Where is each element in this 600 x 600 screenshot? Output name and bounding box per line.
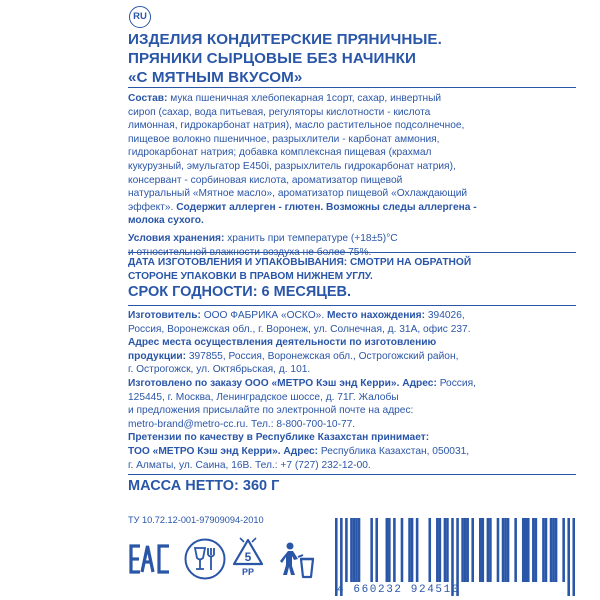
barcode-bar — [345, 518, 348, 582]
producer-text: ООО ФАБРИКА «ОСКО». — [200, 310, 327, 321]
producer-text: г. Алматы, ул. Саина, 16В. Тел.: +7 (727) 232-12-00. — [128, 459, 371, 471]
barcode-bar — [524, 518, 527, 582]
barcode-bar — [411, 518, 414, 582]
barcode-bar — [514, 518, 517, 582]
eac-mark-icon — [128, 543, 172, 575]
composition-text: натуральный «Мятное масло», ароматизатор пищевой «Охлаждающий — [128, 188, 468, 200]
allergen-warning: Содержит аллерген - глютен. Возможны следы аллергена - — [176, 201, 477, 213]
barcode-bar — [471, 518, 474, 582]
recycle-5-icon — [231, 537, 265, 577]
barcode-bar — [461, 518, 464, 582]
barcode-bar — [502, 518, 505, 582]
composition-label: Состав: — [128, 93, 168, 104]
kz-company-label: ТОО «МЕТРО Кэш энд Керри». Адрес: — [128, 445, 319, 457]
producer-text: Республика Казахстан, 050031, — [318, 445, 470, 457]
tidyman-icon — [279, 541, 315, 581]
manufacture-date-line: ДАТА ИЗГОТОВЛЕНИЯ И УПАКОВЫВАНИЯ: СМОТРИ НА ОБРАТНОЙ — [128, 257, 472, 268]
barcode-bar — [504, 518, 507, 582]
recycle-code: PP — [241, 567, 255, 577]
barcode-bar — [408, 518, 411, 582]
production-address-label: Адрес места осуществления деятельности по изготовлению — [128, 337, 437, 349]
barcode-bar — [479, 518, 482, 582]
composition-text: кукурузный, эмульгатор Е450i, разрыхлитель гидрокарбонат натрия), — [128, 160, 456, 172]
producer-block — [128, 309, 578, 472]
barcode-bar — [522, 518, 525, 582]
allergen-warning: молока сухого. — [128, 215, 204, 227]
manufacture-date-block — [128, 256, 578, 283]
barcode-bar — [532, 518, 535, 582]
divider — [128, 474, 576, 475]
glass-fork-icon — [183, 537, 227, 581]
barcode-bar — [482, 518, 485, 582]
barcode-bar — [353, 518, 356, 582]
barcode-bar — [555, 518, 558, 582]
ordered-by-label: Изготовлено по заказу ООО «МЕТРО Кэш энд Керри». Адрес: — [128, 377, 437, 389]
barcode-bar — [350, 518, 353, 582]
barcode-bar — [446, 518, 449, 582]
barcode-bar — [489, 518, 492, 582]
barcode-bar — [527, 518, 530, 582]
barcode-bar — [428, 518, 431, 582]
divider — [128, 87, 576, 88]
barcode-bar — [439, 518, 442, 582]
composition-block — [128, 92, 578, 228]
barcode-bar — [487, 518, 490, 582]
composition-text: сироп (сахар, вода питьевая, регуляторы кислотности - кислота — [128, 106, 431, 118]
barcode-digits: 4 660232 924510 — [337, 584, 461, 596]
composition-text: пищевое волокно пшеничное, разрыхлители - карбонат аммония, — [128, 133, 440, 145]
barcode-bar — [466, 518, 469, 582]
barcode-bar — [497, 518, 500, 582]
barcode-bar — [464, 518, 467, 582]
barcode-bar — [355, 518, 358, 582]
barcode-bar — [545, 518, 548, 582]
composition-text: лимонная, гидрокарбонат натрия), масло растительное подсолнечное, — [128, 120, 465, 132]
composition-text: гидрокарбонат натрия; добавка комплексная пищевая (крахмал — [128, 147, 432, 159]
barcode-bar — [386, 518, 389, 582]
barcode-bar — [562, 518, 565, 582]
barcode-bar — [358, 518, 361, 582]
barcode-bar — [393, 518, 396, 582]
barcode-bar — [535, 518, 538, 582]
barcode-bar — [401, 518, 404, 582]
barcode-bar — [370, 518, 373, 582]
product-title — [128, 30, 568, 87]
production-address-label: продукции: — [128, 350, 187, 362]
barcode-bar — [444, 518, 447, 582]
producer-text: 397855, Россия, Воронежская обл., Острогожский район, — [186, 350, 459, 362]
producer-text: Россия, — [436, 377, 476, 389]
language-badge: RU — [129, 6, 151, 28]
barcode-bar — [388, 518, 391, 582]
title-line-2: ПРЯНИКИ СЫРЦОВЫЕ БЕЗ НАЧИНКИ — [128, 50, 417, 67]
producer-text: Россия, Воронежская обл., г. Воронеж, ул. Солнечная, д. 31А, офис 237. — [128, 323, 471, 335]
barcode-bar — [436, 518, 439, 582]
manufacture-date-line: СТОРОНЕ УПАКОВКИ В ПРАВОМ НИЖНЕМ УГЛУ. — [128, 270, 373, 282]
storage-label: Условия хранения: — [128, 233, 225, 244]
location-label: Место нахождения: — [327, 310, 426, 321]
barcode-bar — [507, 518, 510, 582]
net-mass: МАССА НЕТТО: 360 Г — [128, 478, 280, 494]
producer-text: и предложения присылайте по электронной почте на адрес: — [128, 405, 414, 417]
barcode-bar — [375, 518, 378, 582]
composition-text: мука пшеничная хлебопекарная 1сорт, сахар, инвертный — [167, 93, 442, 104]
producer-label: Изготовитель: — [128, 310, 201, 321]
storage-text: и относительной влажности воздуха не более 75%. — [128, 246, 372, 258]
kz-claims-label: Претензии по качеству в Республике Казахстан принимает: — [128, 432, 430, 444]
shelf-life: СРОК ГОДНОСТИ: 6 МЕСЯЦЕВ. — [128, 284, 352, 300]
producer-text: 125445, г. Москва, Ленинградское шоссе, д. 71Г. Жалобы — [128, 391, 399, 403]
divider — [128, 305, 576, 306]
recycle-number: 5 — [244, 550, 252, 564]
contact-text: metro-brand@metro-cc.ru. Тел.: 8-800-700-10-77. — [128, 418, 356, 430]
producer-text: г. Острогожск, ул. Октябрьская, д. 101. — [128, 364, 311, 376]
composition-text: консервант - сорбиновая кислота, ароматизатор пищевой — [128, 174, 403, 186]
barcode-bar — [542, 518, 545, 582]
storage-text: хранить при температуре (+18±5)°С — [224, 233, 398, 244]
barcode-bar — [552, 518, 555, 582]
producer-text: 394026, — [425, 310, 465, 321]
barcode-bar — [550, 518, 553, 582]
composition-text: эффект». — [128, 201, 177, 213]
title-line-3: «С МЯТНЫМ ВКУСОМ» — [128, 69, 303, 86]
title-line-1: ИЗДЕЛИЯ КОНДИТЕРСКИЕ ПРЯНИЧНЫЕ. — [128, 31, 442, 48]
barcode-bar — [416, 518, 419, 582]
divider — [128, 252, 576, 253]
spec-number: ТУ 10.72.12-001-97909094-2010 — [128, 515, 264, 525]
